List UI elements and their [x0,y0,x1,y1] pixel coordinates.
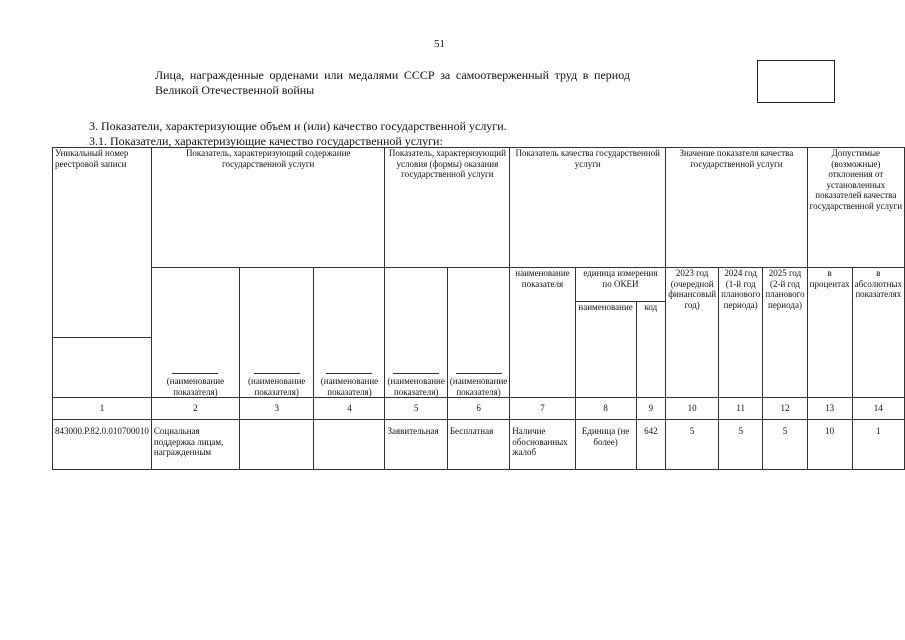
header-content-indicator: Показатель, характеризующий содержание государственной услуги [151,148,385,268]
column-number: 3 [239,398,314,420]
column-number: 1 [53,398,152,420]
section-3-1-heading: 3.1. Показатели, характеризующие качество государственной услуги: [89,134,443,148]
header-okei-code: код [636,302,666,398]
cell-content-3 [314,420,385,470]
cell-value-2024: 5 [719,420,763,470]
header-in-absolute: в абсолютных показателях [852,268,904,398]
header-indicator-value: Значение показателя качества государственной услуги [666,148,807,268]
header-year-2025: 2025 год (2-й год планового периода) [763,268,807,398]
cell-value-2025: 5 [763,420,807,470]
cell-unit-code: 642 [636,420,666,470]
section-3-heading: 3. Показатели, характеризующие объем и (или) качество государственной услуги. [89,119,507,133]
column-number: 2 [151,398,239,420]
subheader-content-1: (наименование показателя) [151,338,239,398]
cell-content-2 [239,420,314,470]
header-okei-name: наименование [575,302,636,398]
column-number: 6 [447,398,509,420]
header-year-2024: 2024 год (1-й год планового периода) [719,268,763,398]
header-quality-indicator: Показатель качества государственной услуги [510,148,666,268]
column-number: 4 [314,398,385,420]
header-okei-unit: единица измерения по ОКЕИ [575,268,666,302]
subheader-content-2: (наименование показателя) [239,338,314,398]
header-allowed-deviation: Допустимые (возможные) отклонения от установленных показателей качества государственной услуги [807,148,904,268]
page-number: 51 [434,38,445,50]
cell-deviation-absolute: 1 [852,420,904,470]
header-year-2023: 2023 год (очередной финансовый год) [666,268,719,398]
cell-value-2023: 5 [666,420,719,470]
table-row [53,420,905,470]
cell-registry-number: 843000.Р.82.0.010700010 [53,420,152,470]
header-unique-number: Уникальный номер реестровой записи [53,148,152,338]
cell-indicator-name: Наличие обоснованных жалоб [510,420,575,470]
cell-deviation-percent: 10 [807,420,852,470]
service-title: Лица, награжденные орденами или медалями СССР за самоотверженный труд в период Великой Отечественной войны [155,68,630,97]
header-conditions-indicator: Показатель, характеризующий условия (формы) оказания государственной услуги [385,148,510,268]
column-number: 7 [510,398,575,420]
subheader-content-3: (наименование показателя) [314,338,385,398]
column-number: 9 [636,398,666,420]
registry-code-box [757,60,835,103]
column-number: 12 [763,398,807,420]
cell-condition-1: Заявительная [385,420,447,470]
subheader-condition-2: (наименование показателя) [447,338,509,398]
column-number: 5 [385,398,447,420]
column-number: 10 [666,398,719,420]
column-number: 11 [719,398,763,420]
header-indicator-name: наименование показателя [510,268,575,398]
column-number: 13 [807,398,852,420]
cell-content-1: Социальная поддержка лицам, награжденным [151,420,239,470]
quality-indicators-table [52,147,905,470]
cell-unit-name: Единица (не более) [575,420,636,470]
subheader-condition-1: (наименование показателя) [385,338,447,398]
column-number: 14 [852,398,904,420]
column-number: 8 [575,398,636,420]
header-in-percent: в процентах [807,268,852,398]
cell-condition-2: Бесплатная [447,420,509,470]
